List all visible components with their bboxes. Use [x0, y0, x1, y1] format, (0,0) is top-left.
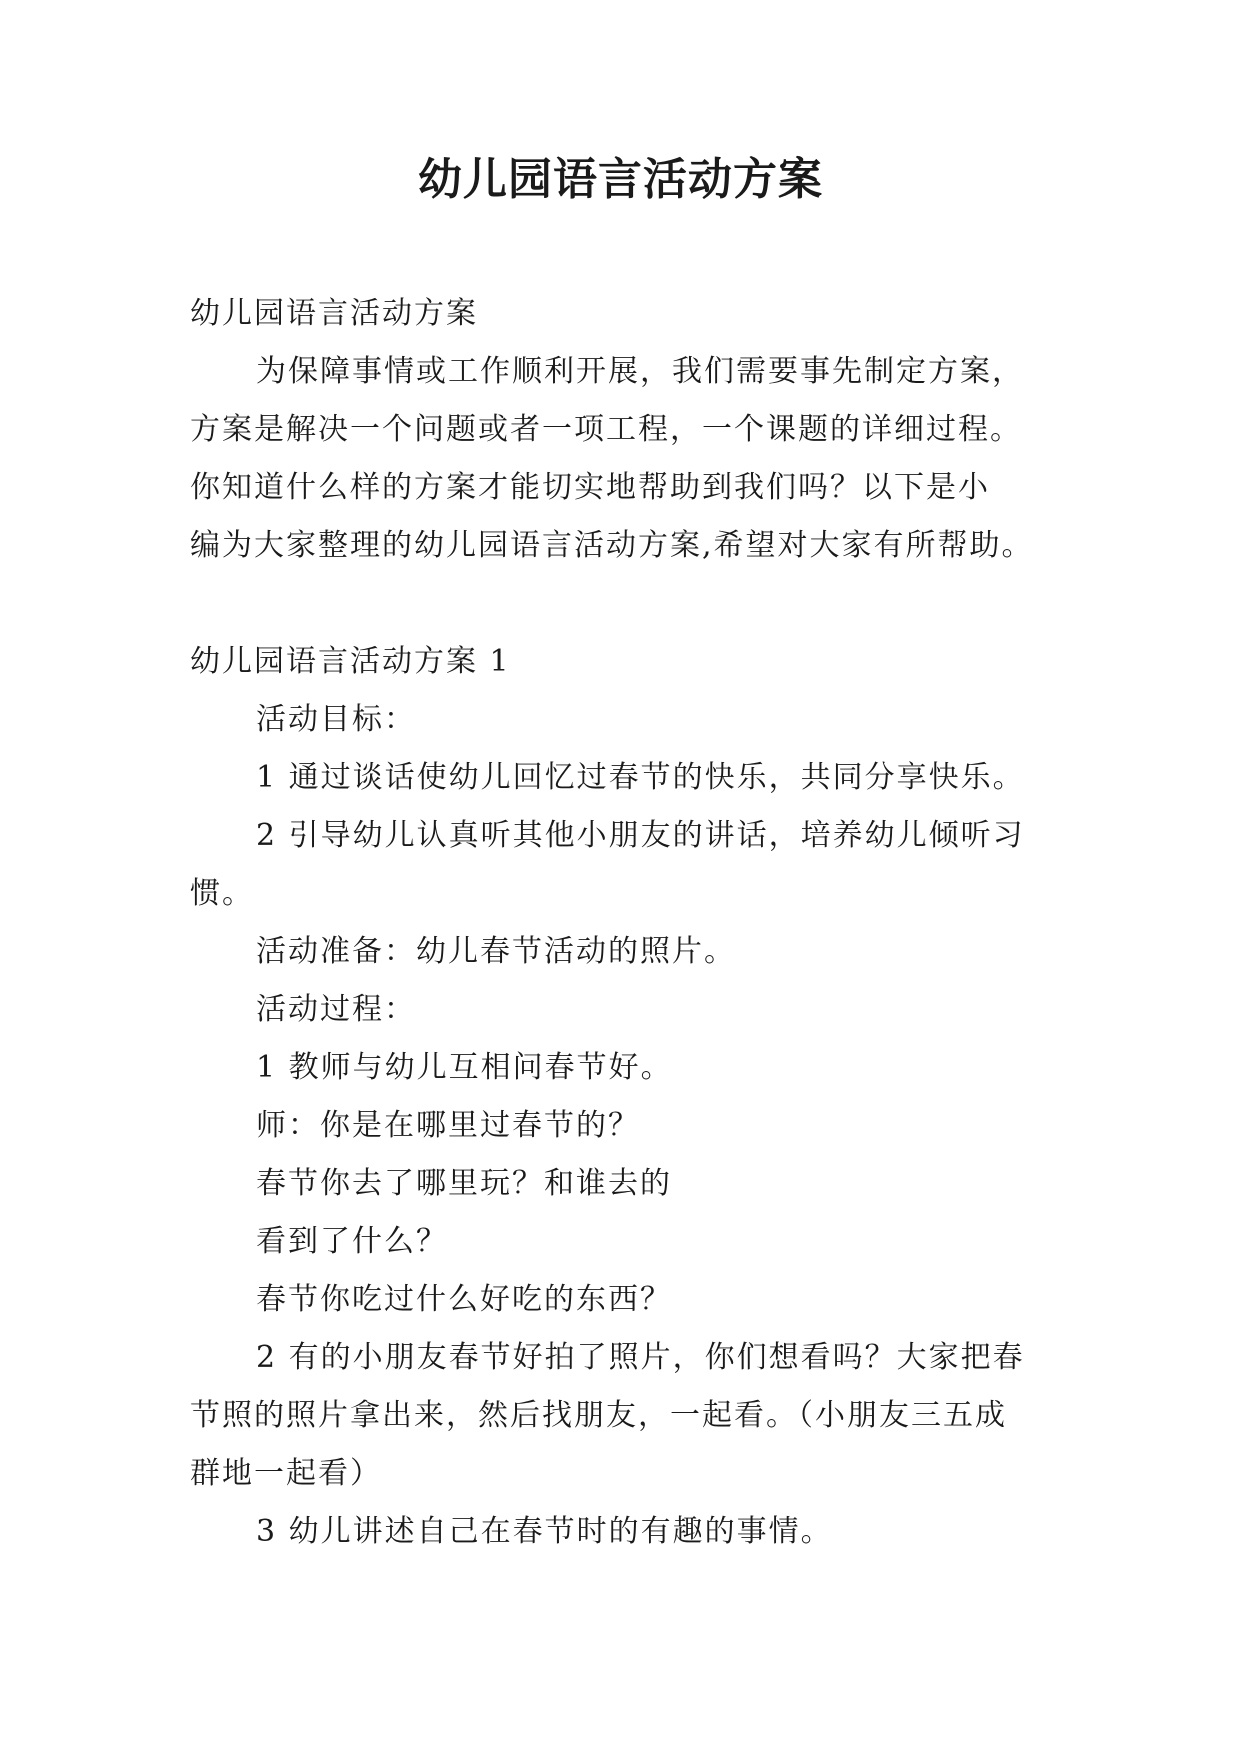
teacher-question-3: 看到了什么？: [256, 1224, 448, 1259]
goal-item-2-line-2: 惯。: [190, 876, 254, 911]
goal-item-2-line-1: 2 引导幼儿认真听其他小朋友的讲话，培养幼儿倾听习: [256, 818, 1025, 853]
document-title: 幼儿园语言活动方案: [418, 154, 823, 205]
teacher-question-2: 春节你去了哪里玩？和谁去的: [256, 1166, 672, 1201]
process-step-1: 1 教师与幼儿互相问春节好。: [256, 1050, 673, 1085]
process-label: 活动过程：: [256, 992, 416, 1027]
process-step-2-line-3: 群地一起看）: [190, 1456, 382, 1491]
section-heading: 幼儿园语言活动方案 1: [190, 644, 511, 679]
goals-label: 活动目标：: [256, 702, 416, 737]
intro-line-4: 编为大家整理的幼儿园语言活动方案,希望对大家有所帮助。: [190, 528, 1034, 563]
process-step-2-line-1: 2 有的小朋友春节好拍了照片，你们想看吗？大家把春: [256, 1340, 1025, 1375]
process-step-2-line-2: 节照的照片拿出来，然后找朋友，一起看。（小朋友三五成: [190, 1398, 1007, 1433]
preparation-text: 活动准备：幼儿春节活动的照片。: [256, 934, 736, 969]
goal-item-1: 1 通过谈话使幼儿回忆过春节的快乐，共同分享快乐。: [256, 760, 1025, 795]
teacher-question-4: 春节你吃过什么好吃的东西？: [256, 1282, 672, 1317]
process-step-3: 3 幼儿讲述自己在春节时的有趣的事情。: [256, 1514, 833, 1549]
document-body: [190, 285, 1070, 1561]
intro-line-1: 为保障事情或工作顺利开展，我们需要事先制定方案，: [256, 354, 1024, 389]
section-spacer: [190, 575, 1070, 633]
document-subtitle: 幼儿园语言活动方案: [190, 296, 478, 331]
intro-line-3: 你知道什么样的方案才能切实地帮助到我们吗？以下是小: [190, 470, 990, 505]
teacher-question-1: 师：你是在哪里过春节的？: [256, 1108, 640, 1143]
intro-line-2: 方案是解决一个问题或者一项工程，一个课题的详细过程。: [190, 412, 1022, 447]
